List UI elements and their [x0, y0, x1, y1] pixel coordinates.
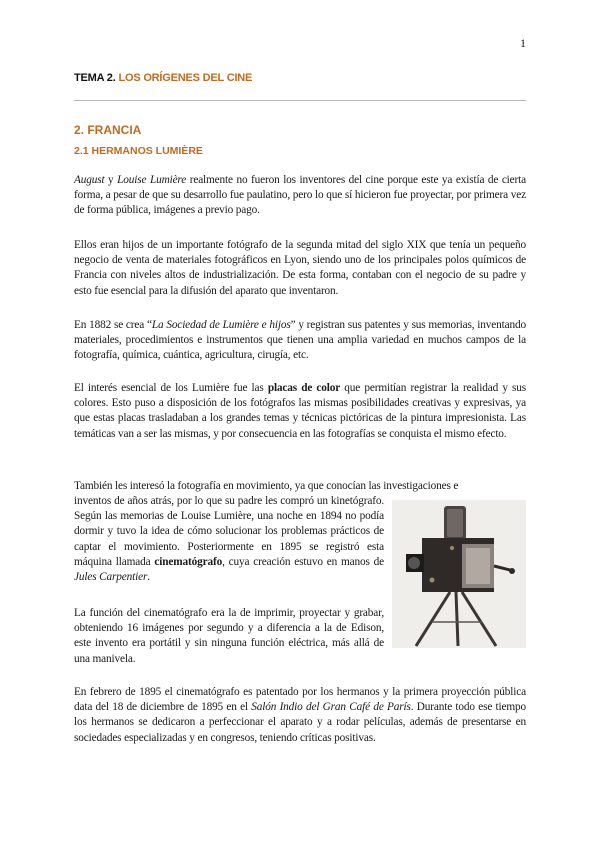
page-number: 1: [520, 36, 526, 50]
cinematografo-term: cinematógrafo: [154, 555, 223, 568]
paragraph-6: La función del cinematógrafo era la de imprimir, proyectar y grabar, obteniendo 16 imágenes por segundo y a diferencia a la de Edison, este invento era portátil y sin ninguna función eléctrica, más allá de una manivela.: [74, 607, 384, 665]
name-august: August: [74, 174, 105, 186]
paragraph-4: El interés esencial de los Lumière fue las placas de color que permitían registrar la realidad y sus colores. Esto puso a disposición de los fotógrafos las mismas posibilidades creativas y expresivas, ya que estas placas trasladaban a los grandes temas y técnicas pictóricas de la pintura impresionista. Las temáticas van a ser las mismas, y por consecuencia en las fotografías se conquista el mismo efecto.: [74, 382, 526, 440]
paragraph-1: August y Louise Lumière realmente no fueron los inventores del cine porque este ya existía de cierta forma, a pesar de que su desarrollo fue paulatino, pero lo que sí hicieron fue proyectar, por primera vez de forma pública, imágenes a previo pago.: [74, 174, 526, 217]
document-header: [74, 72, 252, 84]
paragraph-5-intro-line: También les interesó la fotografía en movimiento, ya que conocían las investigaciones e: [74, 480, 459, 492]
cinematograph-photo: [392, 500, 526, 648]
header-topic-number: TEMA 2.: [74, 72, 116, 84]
name-jules-carpentier: Jules Carpentier: [74, 571, 148, 584]
paragraph-7: En febrero de 1895 el cinematógrafo es patentado por los hermanos y la primera proyección pública data del 18 de diciembre de 1895 en el Salón Indio del Gran Café de París. Durante todo ese tiempo los hermanos se dedicaron a perfeccionar el aparato y a rodar películas, además de presentarse en sociedades especializadas y en congresos, teniendo críticas positivas.: [74, 686, 527, 744]
subsection-title: 2.1 HERMANOS LUMIÈRE: [74, 145, 203, 157]
section-title: 2. FRANCIA: [74, 123, 142, 137]
paragraph-3: En 1882 se crea “La Sociedad de Lumière e hijos” y registran sus patentes y sus memorias, inventando materiales, procedimientos e instrumentos que tienen una amplia variedad en muchos campos de la fotografía, química, cuántica, agricultura, cirugía, etc.: [74, 319, 526, 362]
venue-name: Salón Indio del Gran Café de París: [251, 701, 411, 714]
company-name: La Sociedad de Lumière e hijos: [151, 319, 291, 331]
placas-de-color-term: placas de color: [267, 382, 341, 394]
header-divider: [74, 100, 526, 101]
paragraph-5: inventos de años atrás, por lo que su padre les compró un kinetógrafo. Según las memorias de Louise Lumière, una noche en 1894 no podía dormir y tuvo la idea de cómo solucionar los problemas prácticos de captar el movimiento. Posteriormente en 1895 se registró esta máquina llamada cinematógrafo, cuya creación estuvo en manos de Jules Carpentier.: [74, 495, 385, 584]
header-topic-title: LOS ORÍGENES DEL CINE: [115, 72, 253, 84]
paragraph-2: Ellos eran hijos de un importante fotógrafo de la segunda mitad del siglo XIX que tenía un pequeño negocio de venta de materiales fotográficos en Lyon, siendo uno de los principales polos químicos de Francia con niveles altos de industrialización. De esta forma, contaban con el negocio de su padre y esto fue esencial para la difusión del aparato que inventaron.: [74, 239, 526, 297]
name-louise: Louise Lumière: [117, 174, 187, 186]
